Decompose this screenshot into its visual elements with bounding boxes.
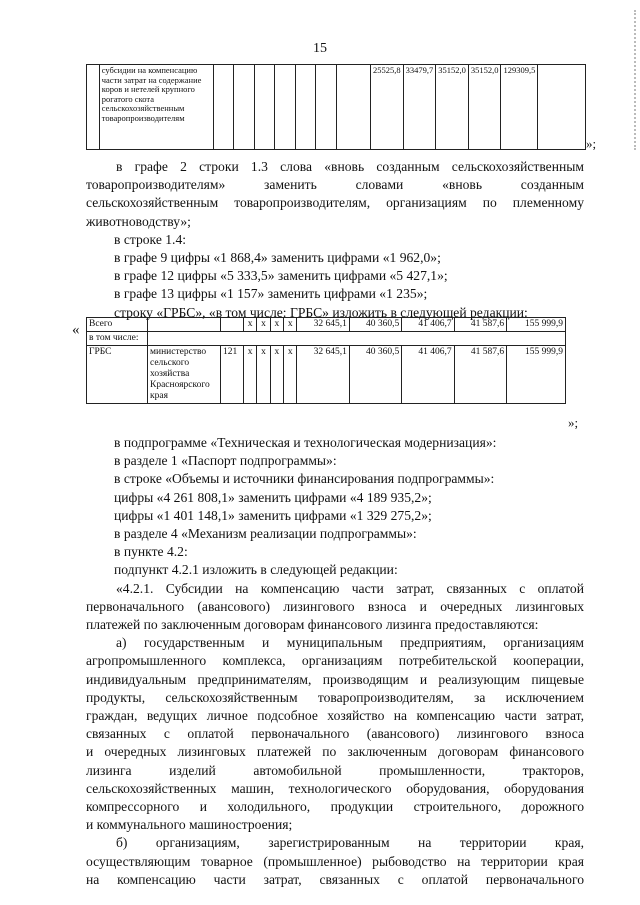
value-cell: 25525,8 [370,65,403,150]
scan-edge-marks [630,10,636,150]
paragraph-line: индивидуальным предпринимателям, производящим и реализующим пищевые [86,671,584,687]
paragraph-line: граждан, ведущих личное подсобное хозяйство на компенсацию части затрат, [86,708,584,724]
text-line: в строке «Объемы и источники финансирования подпрограммы»: [114,471,495,487]
text-line: в разделе 4 «Механизм реализации подпрограммы»: [114,526,417,542]
paragraph-1-line: товаропроизводителям» заменить словами «вновь созданным [86,177,584,193]
table-row [87,65,586,150]
paragraph-line: «4.2.1. Субсидии на компенсацию части затрат, связанных с оплатой [116,580,584,596]
table1-closing-quote: »; [586,136,597,151]
table2-opening-quote: « [72,322,80,338]
text-line: цифры «4 261 808,1» заменить цифрами «4 189 935,2»; [114,489,432,505]
paragraph-1-line: животноводству»; [86,213,191,229]
value-cell: 35152,0 [468,65,501,150]
paragraph-line: осуществляющим товарное (промышленное) рыбоводство на территории края [86,853,584,869]
paragraph-line: связанных с оплатой первоначального (авансового) лизингового взноса [86,726,584,742]
paragraph-line: и очередных лизинговых платежей по заключенным договорам финансового [86,744,584,760]
paragraph-line: лизинга изделий автомобильной промышленности, тракторов, [86,762,584,778]
table2-closing-quote: »; [568,415,579,430]
text-line: в графе 12 цифры «5 333,5» заменить цифрами «5 427,1»; [114,268,448,284]
paragraph-line: продукты, сельскохозяйственным товаропроизводителям, за исключением [86,689,584,705]
paragraph-line: агропромышленного комплекса, организациям потребительской кооперации, [86,653,584,669]
value-cell: 35152,0 [436,65,469,150]
document-body [86,158,584,322]
text-line: в графе 9 цифры «1 868,4» заменить цифрами «1 962,0»; [114,250,441,266]
paragraph-line: б) организациям, зарегистрированным на территории края, [116,835,584,851]
subsidy-table-fragment [86,64,586,150]
text-line: цифры «1 401 148,1» заменить цифрами «1 329 275,2»; [114,507,432,523]
paragraph-line: платежей по заключенным договорам финансового лизинга предоставляются: [86,617,539,633]
paragraph-line: на компенсацию части затрат, связанных с оплатой первоначального [86,871,584,887]
text-line: в графе 13 цифры «1 157» заменить цифрами «1 235»; [114,286,428,302]
text-line: подпункт 4.2.1 изложить в следующей редакции: [114,562,398,578]
grbs-table [86,317,566,404]
paragraph-line: первоначального (авансового) лизингового взноса и очередных лизинговых [86,598,584,614]
text-line: в подпрограмме «Техническая и технологическая модернизация»: [114,435,497,450]
row-label: субсидии на компенсацию части затрат на содержание коров и нетелей крупного рогатого скота сельскохозяйственным товаропроизводителям [99,65,213,150]
document-body-continued [86,434,584,889]
text-line: в разделе 1 «Паспорт подпрограммы»: [114,453,337,469]
value-cell: 33479,7 [403,65,436,150]
paragraph-1-line: в графе 2 строки 1.3 слова «вновь созданным сельскохозяйственным [116,159,584,174]
text-line: строку «ГРБС», «в том числе: ГРБС» изложить в следующей редакции: [114,304,528,320]
value-cell: 129309,5 [501,65,538,150]
page-number: 15 [313,41,327,56]
paragraph-line: и коммунального машиностроения; [86,817,293,833]
paragraph-1-line: сельскохозяйственным товаропроизводителям, организациям по племенному [86,195,584,211]
paragraph-line: сельскохозяйственных машин, технологического оборудования, оборудования [86,780,584,796]
text-line: в строке 1.4: [114,231,187,247]
table-row: в том числе: [87,332,566,346]
paragraph-line: а) государственным и муниципальным предприятиям, организациям [116,635,584,651]
text-line: в пункте 4.2: [114,544,188,560]
table-row: Всего x x x x 32 645,1 40 360,5 41 406,7 41 587,6 155 999,9 [87,318,566,332]
paragraph-line: компрессорного и холодильного, продукции строительного, дорожного [86,799,584,815]
table-row: ГРБС министерство сельского хозяйства Красноярского края 121 x x x x 32 645,1 40 360,5 41 406,7 41 587,6 155 999,9 [87,346,566,404]
